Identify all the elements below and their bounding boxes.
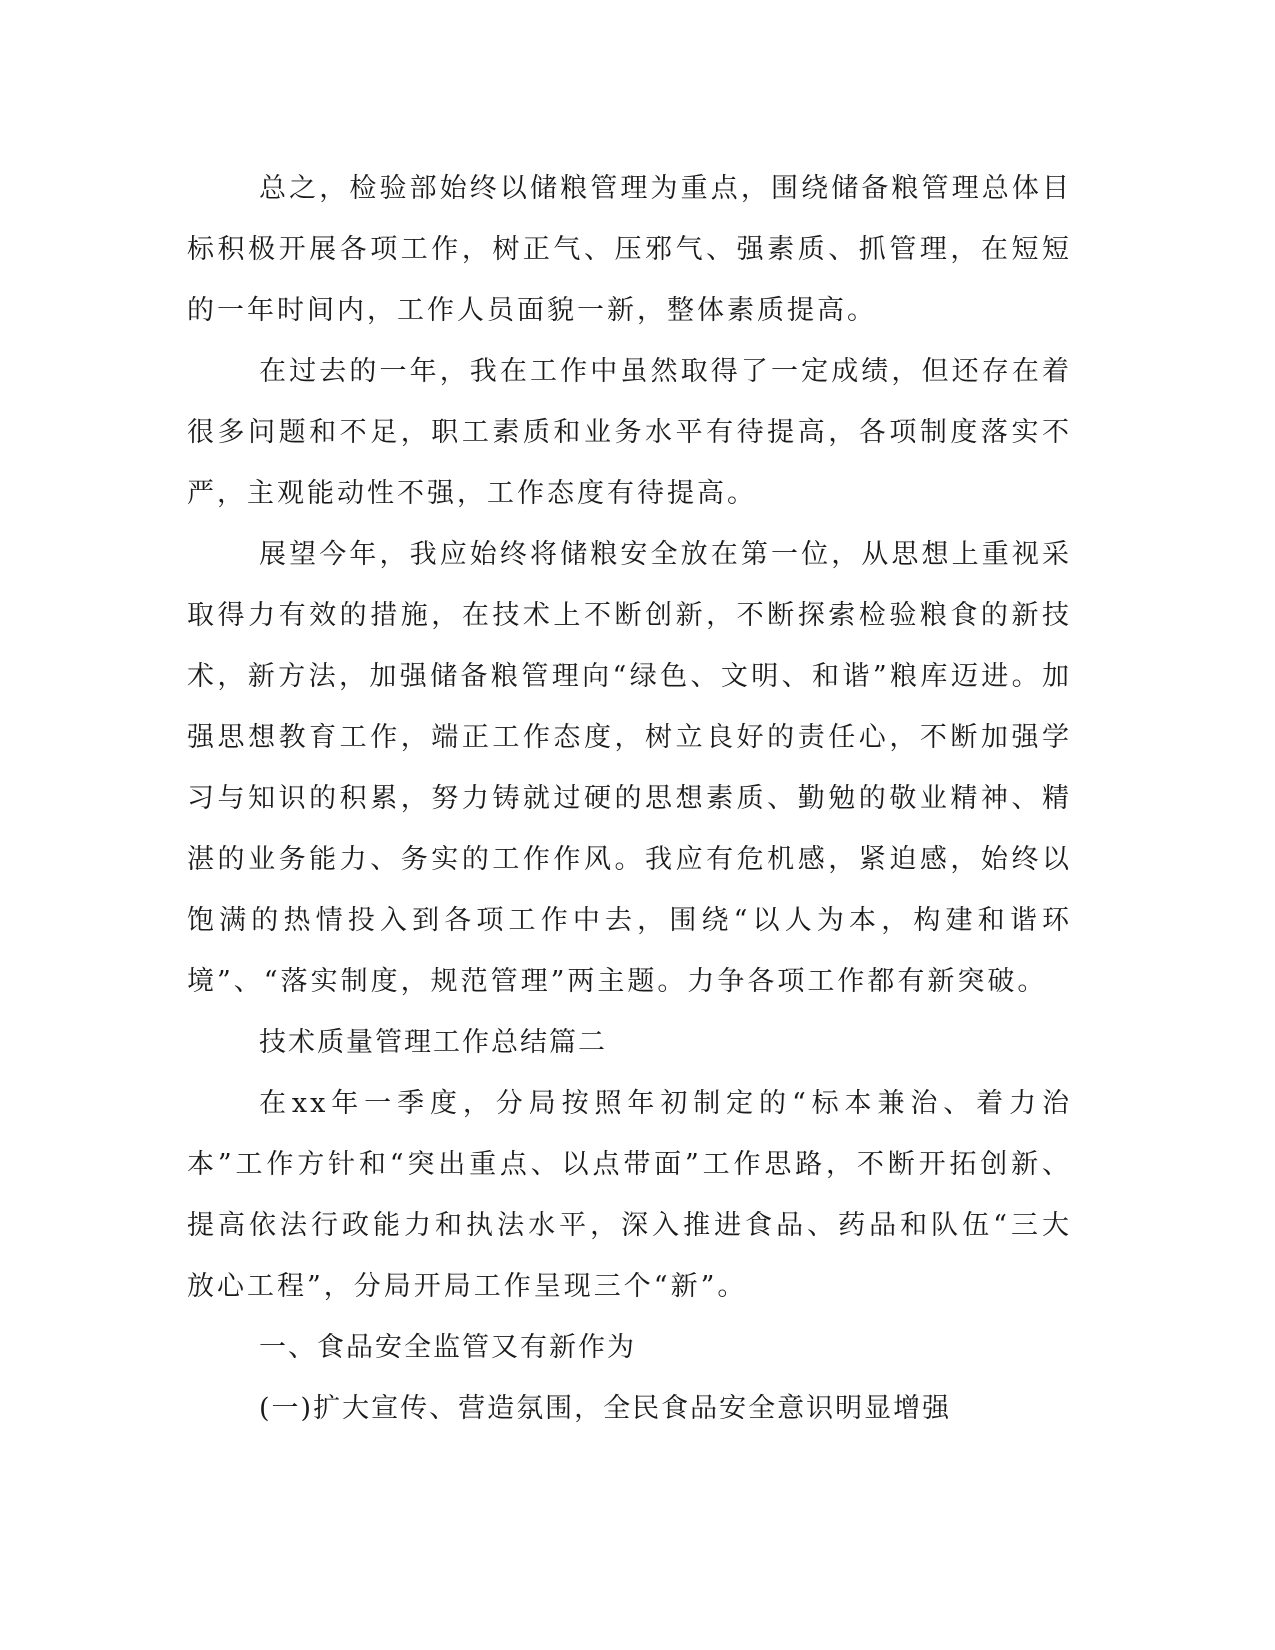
section-title: 技术质量管理工作总结篇二 bbox=[259, 1027, 607, 1058]
paragraph-shortcomings: 在过去的一年，我在工作中虽然取得了一定成绩，但还存在着很多问题和不足，职工素质和业务水平有待提高，各项制度落实不严，主观能动性不强，工作态度有待提高。 bbox=[187, 356, 1072, 509]
document-body bbox=[187, 158, 1072, 1439]
subheading-publicity: (一)扩大宣传、营造氛围，全民食品安全意识明显增强 bbox=[259, 1393, 952, 1424]
paragraph-summary: 总之，检验部始终以储粮管理为重点，围绕储备粮管理总体目标积极开展各项工作，树正气、压邪气、强素质、抓管理，在短短的一年时间内，工作人员面貌一新，整体素质提高。 bbox=[187, 173, 1072, 326]
subheading-food-safety: 一、食品安全监管又有新作为 bbox=[259, 1332, 636, 1363]
paragraph-outlook: 展望今年，我应始终将储粮安全放在第一位，从思想上重视采取得力有效的措施，在技术上不断创新，不断探索检验粮食的新技术，新方法，加强储备粮管理向“绿色、文明、和谐”粮库迈进。加强思想教育工作，端正工作态度，树立良好的责任心，不断加强学习与知识的积累，努力铸就过硬的思想素质、勤勉的敬业精神、精湛的业务能力、务实的工作作风。我应有危机感，紧迫感，始终以饱满的热情投入到各项工作中去，围绕“以人为本，构建和谐环境”、“落实制度，规范管理”两主题。力争各项工作都有新突破。 bbox=[187, 539, 1072, 997]
paragraph-section-intro: 在xx年一季度，分局按照年初制定的“标本兼治、着力治本”工作方针和“突出重点、以点带面”工作思路，不断开拓创新、提高依法行政能力和执法水平，深入推进食品、药品和队伍“三大放心工程”，分局开局工作呈现三个“新”。 bbox=[187, 1088, 1072, 1302]
